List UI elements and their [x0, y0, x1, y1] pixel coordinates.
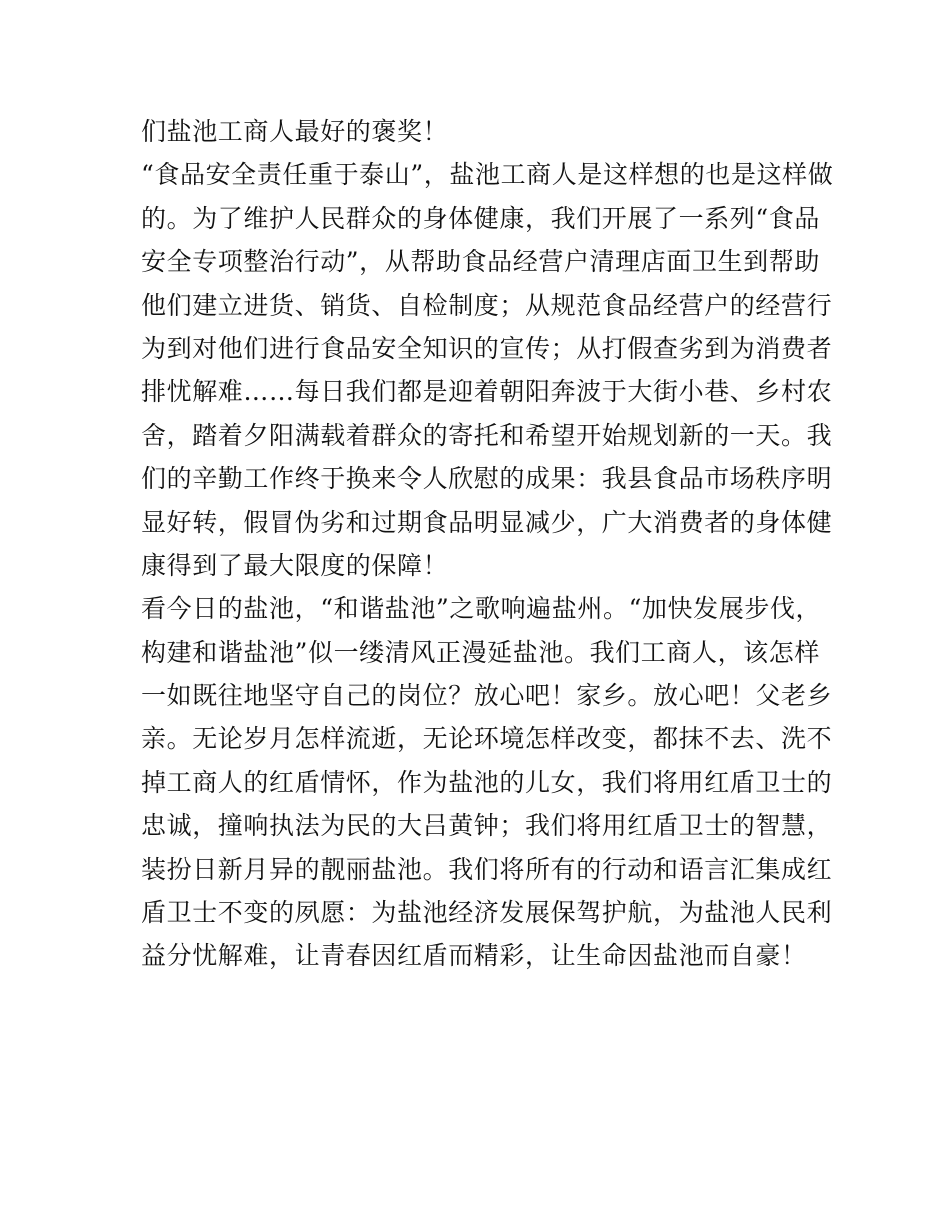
body-text [141, 110, 834, 978]
text-line: 益分忧解难，让青春因红盾而精彩，让生命因盐池而自豪！ [141, 941, 807, 971]
text-line: 舍，踏着夕阳满载着群众的寄托和希望开始规划新的一天。我 [141, 420, 833, 450]
text-line: 们的辛勤工作终于换来令人欣慰的成果：我县食品市场秩序明 [141, 464, 833, 494]
text-line: 看今日的盐池，“和谐盐池”之歌响遍盐州。“加快发展步伐， [141, 594, 822, 624]
text-line: 一如既往地坚守自己的岗位？放心吧！家乡。放心吧！父老乡 [141, 681, 833, 711]
text-line: 盾卫士不变的夙愿：为盐池经济发展保驾护航，为盐池人民利 [141, 898, 833, 928]
text-line: 们盐池工商人最好的褒奖！ [141, 117, 449, 146]
text-line: 他们建立进货、销货、自检制度；从规范食品经营户的经营行 [141, 290, 833, 320]
text-line: 为到对他们进行食品安全知识的宣传；从打假查劣到为消费者 [141, 333, 833, 363]
text-line: 构建和谐盐池”似一缕清风正漫延盐池。我们工商人，该怎样 [141, 637, 820, 667]
text-line: 排忧解难……每日我们都是迎着朝阳奔波于大街小巷、乡村农 [141, 377, 833, 407]
text-line: 安全专项整治行动”，从帮助食品经营户清理店面卫生到帮助 [141, 247, 820, 277]
text-line: 康得到了最大限度的保障！ [141, 550, 449, 580]
text-line: 亲。无论岁月怎样流逝，无论环境怎样改变，都抹不去、洗不 [141, 724, 833, 754]
text-line: “食品安全责任重于泰山”，盐池工商人是这样想的也是这样做 [141, 160, 834, 190]
text-line: 掉工商人的红盾情怀，作为盐池的儿女，我们将用红盾卫士的 [141, 767, 833, 797]
text-line: 显好转，假冒伪劣和过期食品明显减少，广大消费者的身体健 [141, 507, 833, 537]
text-line: 装扮日新月异的靓丽盐池。我们将所有的行动和语言汇集成红 [141, 854, 833, 884]
text-line: 忠诚，撞响执法为民的大吕黄钟；我们将用红盾卫士的智慧， [141, 811, 833, 841]
text-line: 的。为了维护人民群众的身体健康，我们开展了一系列“食品 [141, 203, 820, 233]
